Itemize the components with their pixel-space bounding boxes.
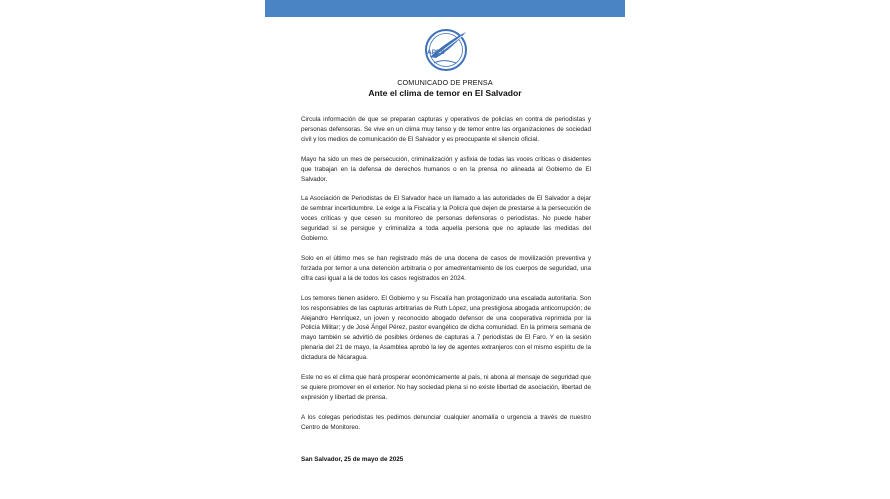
- document-title: Ante el clima de temor en El Salvador: [368, 88, 522, 98]
- document-body: [301, 115, 591, 443]
- kicker-label: COMUNICADO DE PRENSA: [397, 78, 493, 87]
- paragraph-4: Solo en el último mes se han registrado más de una docena de casos de movilización preventiva y forzada por temor a una detención arbitraria o por amedrentamiento de los cuerpos de seguridad, una cifra casi igual a la de todos los casos registrados en 2024.: [301, 254, 591, 282]
- paragraph-3: La Asociación de Periodistas de El Salvador hace un llamado a las autoridades de El Salvador a dejar de sembrar incertidumbre. Le exige a la Fiscalía y la Policía que dejen de prestarse a la persecución de voces críticas y que cesen su monitoreo de personas defensoras o periodistas. No puede haber seguridad si se persigue y criminaliza a toda aquella persona que no aplaude las medidas del Gobierno.: [301, 195, 591, 243]
- press-release-page: [265, 0, 625, 499]
- apes-logo: [418, 27, 474, 73]
- paragraph-6: Este no es el clima que hará prosperar económicamente al país, ni abona al mensaje de seguridad que se quiere promover en el exterior. No hay sociedad plena si no existe libertad de asociación, libertad de expresión y libertad de prensa.: [301, 374, 591, 401]
- dateline: San Salvador, 25 de mayo de 2025: [301, 456, 404, 463]
- paragraph-5: Los temores tienen asidero. El Gobierno y su Fiscalía han protagonizado una escalada autoritaria. Son los responsables de las capturas arbitrarias de Ruth López, una prestigiosa abogada anticorrupción; de Alejandro Henríquez, un joven y reconocido abogado defensor de una cooperativa reprimida por la Policía Militar; y de José Ángel Pérez, pastor evangélico de dicha comunidad. En la primera semana de mayo también se advirtió de posibles órdenes de capturas a 7 periodistas de El Faro. Y en la sesión plenaria del 21 de mayo, la Asamblea aprobó la ley de agentes extranjeros con el mismo espíritu de la dictadura de Nicaragua.: [301, 294, 591, 362]
- logo-text: APES: [427, 49, 445, 56]
- paragraph-1: Circula información de que se preparan capturas y operativos de policías en contra de periodistas y personas defensoras. Se vive en un clima muy tenso y de temor entre las organizaciones de sociedad civil y los medios de comunicación de El Salvador y es preocupante el silencio oficial.: [301, 116, 591, 143]
- paragraph-7: A los colegas periodistas les pedimos denunciar cualquier anomalía o urgencia a través de nuestro Centro de Monitoreo.: [301, 413, 591, 431]
- paragraph-2: Mayo ha sido un mes de persecución, criminalización y asfixia de todas las voces críticas o disidentes que trabajan en la defensa de derechos humanos o en la prensa no alineada al Gobierno de El Salvador.: [301, 155, 591, 183]
- header-bar: [265, 0, 625, 17]
